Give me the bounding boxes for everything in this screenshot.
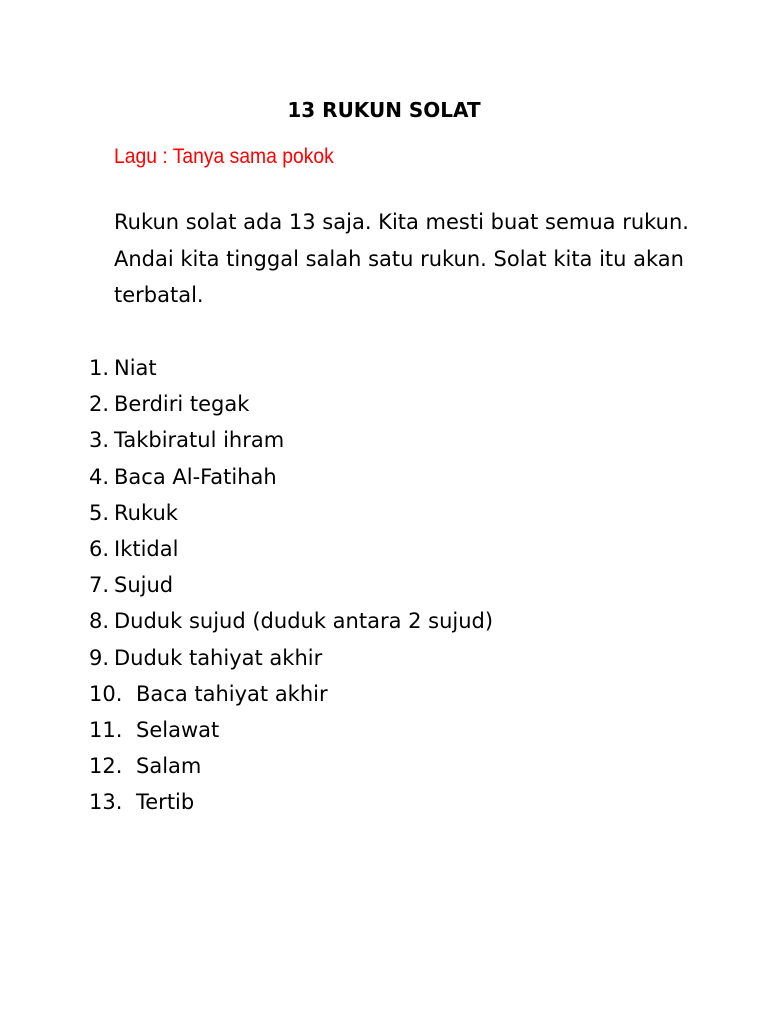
list-item <box>0 350 768 386</box>
list-item-number: 9. <box>89 645 110 670</box>
song-subtitle: Lagu : Tanya sama pokok <box>114 145 334 168</box>
list-item <box>0 531 768 567</box>
list-item-number: 13. <box>89 790 123 815</box>
list-item <box>0 676 768 712</box>
list-item-text: Salam <box>136 754 202 779</box>
list-item-text: Duduk sujud (duduk antara 2 sujud) <box>114 609 494 634</box>
list-item-number: 6. <box>89 536 110 561</box>
list-item-text: Duduk tahiyat akhir <box>114 645 323 670</box>
list-item <box>0 495 768 531</box>
paragraph-line: Andai kita tinggal salah satu rukun. Solat kita itu akan <box>114 246 684 271</box>
list-item <box>0 567 768 603</box>
intro-paragraph <box>114 204 704 314</box>
list-item-number: 11. <box>89 717 123 742</box>
list-item-text: Rukuk <box>114 500 178 525</box>
list-item <box>0 386 768 422</box>
list-item-number: 12. <box>89 754 123 779</box>
list-item <box>0 422 768 458</box>
list-item-number: 5. <box>89 500 110 525</box>
list-item-text: Berdiri tegak <box>114 392 250 417</box>
list-item <box>0 459 768 495</box>
list-item-text: Tertib <box>136 790 195 815</box>
list-item-number: 7. <box>89 573 110 598</box>
list-item <box>0 640 768 676</box>
list-item-number: 8. <box>89 609 110 634</box>
list-item-text: Baca Al-Fatihah <box>114 464 277 489</box>
list-item-text: Niat <box>114 356 157 380</box>
list-item <box>0 748 768 784</box>
list-item-number: 4. <box>89 464 110 489</box>
list-item-text: Takbiratul ihram <box>114 428 285 453</box>
list-item-number: 10. <box>89 681 123 706</box>
rukun-list <box>0 350 768 820</box>
list-item-text: Baca tahiyat akhir <box>136 681 328 706</box>
list-item-text: Sujud <box>114 573 174 598</box>
page-title: 13 RUKUN SOLAT <box>287 98 481 122</box>
paragraph-line: Rukun solat ada 13 saja. Kita mesti buat semua rukun. <box>114 210 689 234</box>
list-item-text: Iktidal <box>114 536 179 561</box>
list-item-text: Selawat <box>136 717 220 742</box>
paragraph-line: terbatal. <box>114 283 204 307</box>
list-item <box>0 712 768 748</box>
list-item <box>0 784 768 820</box>
list-item-number: 2. <box>89 392 110 417</box>
list-item-number: 3. <box>89 428 110 453</box>
list-item <box>0 603 768 639</box>
list-item-number: 1. <box>89 356 110 380</box>
